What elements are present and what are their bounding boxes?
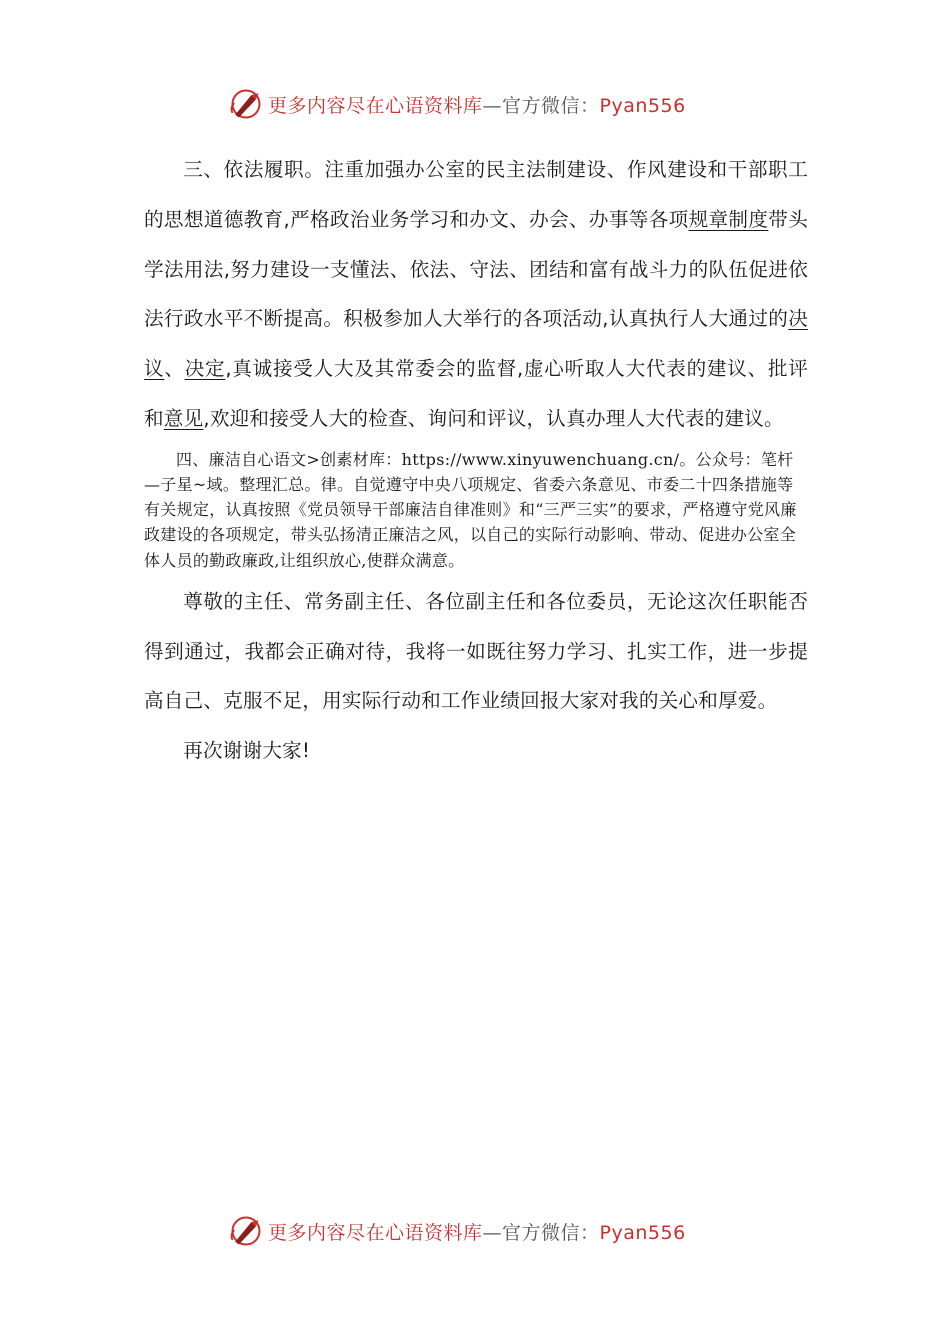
para3-text-2: 带头学法用法,努力建设一支懂法、依法、守法、团结和富有战斗力的队伍促进依法行政水平不断提高。积极参加人大举行的各项活动,认真执行人大通过的 [144, 207, 809, 331]
paragraph-law-duties [144, 145, 808, 444]
underlined-term-opinion[interactable]: 意见 [163, 406, 204, 430]
footer-text [268, 1218, 686, 1245]
underlined-term-rules[interactable]: 规章制度 [688, 207, 769, 231]
para3-text-1: 三、依法履职。注重加强办公室的民主法制建设、作风建设和干部职工的思想道德教育,严格政治业务学习和办文、办会、办事等各项 [144, 158, 808, 231]
footer-wechat-id: Pyan556 [599, 1221, 686, 1244]
paragraph-thanks: 再次谢谢大家! [183, 739, 311, 763]
para3-text-5: ,欢迎和接受人大的检查、询问和评议，认真办理人大代表的建议。 [203, 406, 784, 430]
header-wechat-label: 官方微信： [502, 94, 600, 117]
para3-text-4: ,真诚接受人大及其常委会的监督,虚心听取人大代表的建议、批评和 [144, 357, 809, 430]
document-body [144, 145, 808, 776]
header-brand: 更多内容尽在心语资料库 [268, 94, 483, 117]
paragraph-integrity: 四、廉洁自心语文>创素材库：https://www.xinyuwenchuang.cn/。公众号：笔杆—子星~域。整理汇总。律。自觉遵守中央八项规定、省委六条意见、市委二十四条措施等有关规定，认真按照《党员领导干部廉洁自律准则》和“三严三实”的要求，严格遵守党风廉政建设的各项规定，带头弘扬清正廉洁之风，以自己的实际行动影响、带动、促进办公室全体人员的勤政廉政,让组织放心,使群众满意。 [144, 449, 797, 570]
header-separator: — [482, 94, 503, 117]
para3-text-3: 、 [164, 357, 185, 381]
header-wechat-id: Pyan556 [599, 94, 686, 117]
pen-nib-logo-icon [228, 1213, 264, 1249]
header-text [268, 91, 686, 118]
footer-separator: — [482, 1221, 503, 1244]
header-banner [228, 84, 708, 124]
footer-wechat-label: 官方微信： [502, 1221, 600, 1244]
pen-nib-logo-icon [228, 86, 264, 122]
underlined-term-decision[interactable]: 决定 [184, 357, 226, 381]
footer-banner [228, 1211, 708, 1251]
underlined-term-resolution[interactable]: 决议 [144, 307, 808, 381]
footer-brand: 更多内容尽在心语资料库 [268, 1221, 483, 1244]
paragraph-closing: 尊敬的主任、常务副主任、各位副主任和各位委员，无论这次任职能否得到通过，我都会正确对待，我将一如既往努力学习、扎实工作，进一步提高自己、克服不足，用实际行动和工作业绩回报大家对我的关心和厚爱。 [144, 589, 808, 713]
